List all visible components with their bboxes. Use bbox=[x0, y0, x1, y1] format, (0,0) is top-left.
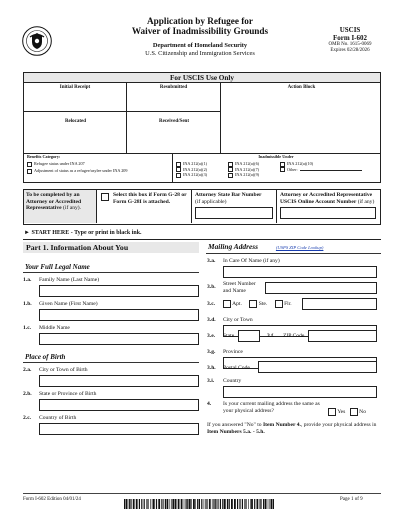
given-name-input[interactable] bbox=[39, 309, 199, 321]
item-3f-number: 3.f. bbox=[267, 333, 275, 339]
ina-grid bbox=[176, 161, 380, 178]
ina-a3[interactable]: INA 212(a)(3) bbox=[176, 172, 228, 178]
zip-code-lookup-link[interactable]: (USPS ZIP Code Lookup) bbox=[275, 245, 324, 250]
part1-title: Part 1. Information About You bbox=[23, 242, 199, 253]
action-block-label: Action Block bbox=[287, 85, 316, 90]
item-2b-number: 2.b. bbox=[23, 391, 32, 397]
family-name-label: Family Name (Last Name) bbox=[39, 277, 100, 283]
city-label: City or Town bbox=[223, 317, 253, 323]
item-3e-number: 3.e. bbox=[207, 333, 216, 339]
ina-a10[interactable]: INA 212(a)(10) bbox=[280, 161, 313, 167]
resubmitted-cell bbox=[127, 83, 221, 153]
attorney-section bbox=[23, 189, 381, 225]
item-3g-number: 3.g. bbox=[207, 349, 216, 355]
state-select[interactable] bbox=[238, 330, 260, 342]
uscis-use-only-box bbox=[23, 72, 381, 183]
benefit-1-checkbox[interactable] bbox=[27, 162, 32, 167]
item-1b-number: 1.b. bbox=[23, 301, 32, 307]
apt-option[interactable]: Apt. bbox=[223, 301, 242, 307]
full-legal-name-heading: Your Full Legal Name bbox=[23, 262, 199, 273]
ste-option[interactable]: Ste. bbox=[249, 301, 267, 307]
ina-a1[interactable]: INA 212(a)(1) bbox=[176, 161, 228, 167]
zip-input[interactable] bbox=[308, 330, 377, 342]
department-name: Department of Homeland Security bbox=[152, 42, 248, 49]
received-sent-label: Received/Sent bbox=[159, 119, 189, 124]
bar-number-cell: Attorney State Bar Number (if applicable) bbox=[192, 190, 277, 223]
benefit-option-1[interactable]: Refugee status under INA 207 bbox=[27, 161, 85, 167]
country-of-birth-label: Country of Birth bbox=[39, 415, 77, 421]
agency-short: USCIS bbox=[339, 26, 361, 34]
state-of-birth-label: State or Province of Birth bbox=[39, 391, 97, 397]
unit-number-input[interactable] bbox=[302, 298, 377, 310]
barcode-icon bbox=[124, 499, 274, 509]
same-address-question: Is your current mailing address the same as your physical address? bbox=[223, 401, 320, 414]
item-3b-number: 3.b. bbox=[207, 284, 216, 290]
postal-code-input[interactable] bbox=[258, 361, 377, 373]
resubmitted-label: Resubmitted bbox=[159, 85, 188, 90]
benefit-2-checkbox[interactable] bbox=[27, 169, 32, 174]
middle-name-label: Middle Name bbox=[39, 325, 70, 331]
dhs-seal-icon bbox=[22, 26, 52, 56]
ina-a7[interactable]: INA 212(a)(7) bbox=[228, 167, 280, 173]
form-title-line1: Application by Refugee for bbox=[147, 16, 253, 26]
physical-address-instruction: If you answered "No" to Item Number 4., provide your physical address in Item Numbers 5.a. - 5.h. bbox=[207, 422, 377, 435]
benefits-category-label: Benefits Category: bbox=[27, 154, 61, 159]
care-of-input[interactable] bbox=[223, 266, 377, 278]
barcode bbox=[124, 496, 274, 506]
item-3i-number: 3.i. bbox=[207, 378, 215, 384]
bar-number-input[interactable] bbox=[195, 207, 273, 219]
page-number: Page 1 of 9 bbox=[340, 497, 363, 502]
family-name-input[interactable] bbox=[39, 285, 199, 297]
state-of-birth-input[interactable] bbox=[39, 399, 199, 411]
arrow-right-icon: ► bbox=[24, 230, 30, 236]
given-name-label: Given Name (First Name) bbox=[39, 301, 98, 307]
item-4-number: 4. bbox=[207, 401, 212, 407]
initial-receipt-label: Initial Receipt bbox=[59, 85, 91, 90]
inadmissible-under-label: Inadmissible Under bbox=[258, 154, 294, 159]
item-2c-number: 2.c. bbox=[23, 415, 32, 421]
ina-other[interactable]: Other: bbox=[280, 167, 362, 173]
uscis-use-only-title: For USCIS Use Only bbox=[24, 73, 380, 83]
online-account-input[interactable] bbox=[280, 207, 376, 219]
middle-name-input[interactable] bbox=[39, 333, 199, 345]
item-3d-number: 3.d. bbox=[207, 317, 216, 323]
benefit-option-2[interactable]: Adjustment of status as a refugee/asylee under INA 209 bbox=[27, 168, 128, 174]
bar-number-label: Attorney State Bar Number bbox=[195, 192, 262, 198]
country-of-birth-input[interactable] bbox=[39, 423, 199, 435]
ina-a9[interactable]: INA 212(a)(9) bbox=[228, 172, 280, 178]
place-of-birth-heading: Place of Birth bbox=[23, 352, 199, 363]
care-of-label: In Care Of Name (if any) bbox=[223, 258, 280, 264]
postal-code-label: Postal Code bbox=[223, 365, 250, 371]
item-3c-number: 3.c. bbox=[207, 301, 216, 307]
expiration-date: Expires 02/28/2026 bbox=[330, 48, 370, 53]
item-1a-number: 1.a. bbox=[23, 277, 32, 283]
agency-name: U.S. Citizenship and Immigration Services bbox=[145, 49, 255, 57]
mailing-address-heading: Mailing Address (USPS ZIP Code Lookup) bbox=[206, 242, 381, 254]
province-label: Province bbox=[223, 349, 243, 355]
ina-a6[interactable]: INA 212(a)(6) bbox=[228, 161, 280, 167]
form-title-line2: Waiver of Inadmissibility Grounds bbox=[131, 26, 269, 36]
relocated-label: Relocated bbox=[64, 119, 87, 124]
unit-type-options bbox=[223, 300, 292, 308]
item-3a-number: 3.a. bbox=[207, 258, 216, 264]
street-label: Street Number and Name bbox=[223, 281, 256, 294]
item-2a-number: 2.a. bbox=[23, 367, 32, 373]
item-1c-number: 1.c. bbox=[23, 325, 32, 331]
form-edition: Form I-602 Edition 04/01/24 bbox=[23, 497, 81, 502]
form-number: Form I-602 bbox=[332, 34, 368, 42]
country-label: Country bbox=[223, 378, 242, 384]
attorney-completed-by: To be completed by an Attorney or Accredited Representative (if any). bbox=[24, 190, 97, 223]
zip-label: ZIP Code bbox=[283, 333, 305, 339]
omb-number: OMB No. 1615-0069 bbox=[328, 42, 372, 47]
g28-attached-checkbox[interactable] bbox=[101, 193, 109, 201]
item-3h-number: 3.h. bbox=[207, 365, 216, 371]
g28-select-cell bbox=[97, 190, 192, 223]
ina-a2[interactable]: INA 212(a)(2) bbox=[176, 167, 228, 173]
online-account-cell: Attorney or Accredited Representative USCIS Online Account Number (if any) bbox=[277, 190, 380, 223]
city-of-birth-input[interactable] bbox=[39, 375, 199, 387]
same-address-options bbox=[328, 408, 366, 416]
state-label: State bbox=[223, 333, 235, 339]
country-input[interactable] bbox=[223, 386, 377, 398]
g28-select-label: Select this box if Form G-28 or Form G-28I is attached. bbox=[113, 192, 187, 205]
dhs-seal bbox=[22, 26, 52, 56]
city-of-birth-label: City or Town of Birth bbox=[39, 367, 88, 373]
initial-receipt-cell bbox=[24, 83, 127, 153]
street-input[interactable] bbox=[265, 282, 377, 294]
start-here-instruction: ► START HERE - Type or print in black ink. bbox=[24, 230, 142, 236]
no-option[interactable]: No bbox=[350, 409, 366, 415]
yes-option[interactable]: Yes bbox=[328, 409, 345, 415]
flr-option[interactable]: Flr. bbox=[275, 301, 292, 307]
